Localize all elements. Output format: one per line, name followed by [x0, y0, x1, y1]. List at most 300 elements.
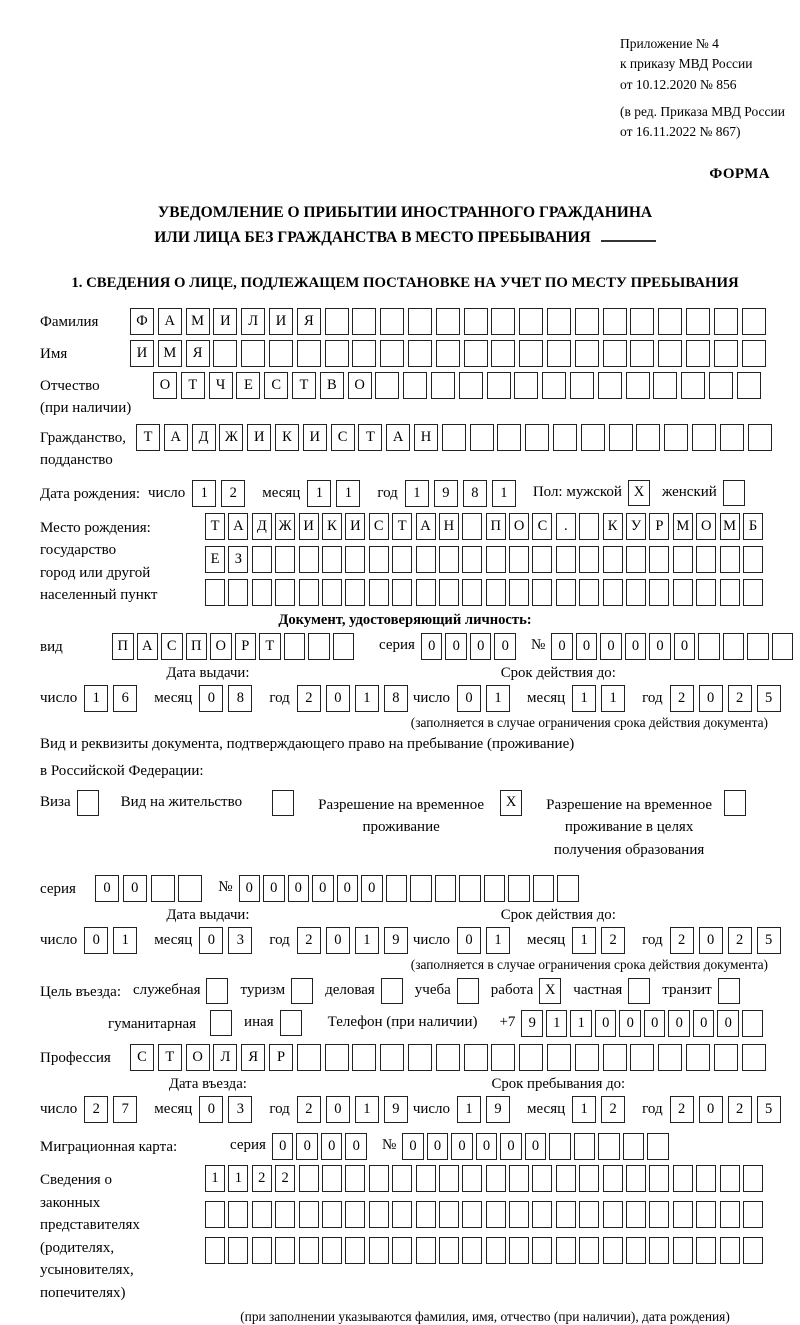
char-cell[interactable]: 8 — [384, 685, 408, 712]
char-cell[interactable] — [392, 546, 412, 573]
char-cell[interactable] — [299, 1237, 319, 1264]
char-cell[interactable] — [462, 546, 482, 573]
char-cell[interactable]: 1 — [486, 927, 510, 954]
char-cell[interactable] — [603, 1165, 623, 1192]
char-cell[interactable]: 2 — [601, 1096, 625, 1123]
char-cell[interactable]: И — [345, 513, 365, 540]
char-cell[interactable]: Т — [205, 513, 225, 540]
char-cell[interactable]: 0 — [239, 875, 261, 902]
char-cell[interactable] — [737, 372, 761, 399]
char-cell[interactable]: 0 — [699, 927, 723, 954]
char-cell[interactable] — [509, 579, 529, 606]
char-cell[interactable] — [709, 372, 733, 399]
char-cell[interactable] — [714, 308, 738, 335]
char-cell[interactable] — [205, 579, 225, 606]
char-cell[interactable] — [692, 424, 716, 451]
char-cell[interactable]: 0 — [199, 1096, 223, 1123]
char-cell[interactable] — [380, 340, 404, 367]
char-cell[interactable]: 8 — [463, 480, 487, 507]
char-cell[interactable]: З — [228, 546, 248, 573]
char-cell[interactable] — [603, 340, 627, 367]
char-cell[interactable]: П — [186, 633, 208, 660]
char-cell[interactable] — [696, 546, 716, 573]
char-cell[interactable]: М — [186, 308, 210, 335]
char-cell[interactable]: 1 — [84, 685, 108, 712]
char-cell[interactable]: Р — [269, 1044, 293, 1071]
char-cell[interactable]: 5 — [757, 1096, 781, 1123]
char-cell[interactable] — [252, 1201, 272, 1228]
char-cell[interactable] — [686, 308, 710, 335]
char-cell[interactable] — [579, 1165, 599, 1192]
char-cell[interactable]: 2 — [275, 1165, 295, 1192]
char-cell[interactable] — [533, 875, 555, 902]
char-cell[interactable] — [658, 1044, 682, 1071]
char-cell[interactable] — [252, 579, 272, 606]
char-cell[interactable] — [742, 340, 766, 367]
char-cell[interactable]: Ж — [219, 424, 243, 451]
visa-checkbox[interactable] — [77, 790, 99, 816]
char-cell[interactable]: 0 — [326, 1096, 350, 1123]
char-cell[interactable]: 1 — [405, 480, 429, 507]
char-cell[interactable]: 9 — [384, 1096, 408, 1123]
char-cell[interactable] — [626, 546, 646, 573]
char-cell[interactable] — [547, 1044, 571, 1071]
char-cell[interactable] — [525, 424, 549, 451]
char-cell[interactable]: 8 — [228, 685, 252, 712]
char-cell[interactable]: 0 — [402, 1133, 424, 1160]
char-cell[interactable]: Р — [649, 513, 669, 540]
char-cell[interactable] — [416, 1201, 436, 1228]
char-cell[interactable]: 0 — [674, 633, 696, 660]
char-cell[interactable] — [369, 1201, 389, 1228]
char-cell[interactable] — [486, 1165, 506, 1192]
char-cell[interactable] — [698, 633, 720, 660]
char-cell[interactable] — [519, 308, 543, 335]
char-cell[interactable]: 2 — [728, 1096, 752, 1123]
char-cell[interactable] — [579, 513, 599, 540]
char-cell[interactable]: Т — [158, 1044, 182, 1071]
purpose-other-checkbox[interactable] — [280, 1010, 302, 1036]
purpose-study-checkbox[interactable] — [457, 978, 479, 1004]
char-cell[interactable] — [696, 1237, 716, 1264]
char-cell[interactable] — [241, 340, 265, 367]
char-cell[interactable] — [392, 579, 412, 606]
char-cell[interactable] — [579, 1201, 599, 1228]
char-cell[interactable] — [720, 546, 740, 573]
char-cell[interactable] — [630, 1044, 654, 1071]
char-cell[interactable] — [556, 579, 576, 606]
char-cell[interactable] — [743, 1165, 763, 1192]
char-cell[interactable]: И — [247, 424, 271, 451]
temp-residence-education-checkbox[interactable] — [724, 790, 746, 816]
char-cell[interactable]: Ч — [209, 372, 233, 399]
char-cell[interactable]: Б — [743, 513, 763, 540]
char-cell[interactable] — [714, 340, 738, 367]
char-cell[interactable] — [345, 546, 365, 573]
char-cell[interactable]: О — [696, 513, 716, 540]
char-cell[interactable] — [308, 633, 330, 660]
char-cell[interactable] — [581, 424, 605, 451]
char-cell[interactable]: И — [213, 308, 237, 335]
char-cell[interactable] — [205, 1201, 225, 1228]
char-cell[interactable] — [462, 1165, 482, 1192]
char-cell[interactable] — [649, 1201, 669, 1228]
char-cell[interactable] — [649, 546, 669, 573]
char-cell[interactable]: 0 — [717, 1010, 739, 1037]
char-cell[interactable]: Т — [292, 372, 316, 399]
char-cell[interactable]: 1 — [355, 685, 379, 712]
char-cell[interactable] — [410, 875, 432, 902]
char-cell[interactable] — [742, 1010, 764, 1037]
char-cell[interactable] — [686, 340, 710, 367]
char-cell[interactable] — [345, 579, 365, 606]
char-cell[interactable] — [603, 308, 627, 335]
char-cell[interactable] — [743, 579, 763, 606]
char-cell[interactable] — [392, 1165, 412, 1192]
char-cell[interactable] — [649, 579, 669, 606]
char-cell[interactable] — [509, 1165, 529, 1192]
char-cell[interactable] — [345, 1165, 365, 1192]
char-cell[interactable] — [322, 1165, 342, 1192]
char-cell[interactable] — [720, 424, 744, 451]
char-cell[interactable] — [345, 1237, 365, 1264]
char-cell[interactable] — [598, 372, 622, 399]
char-cell[interactable] — [658, 340, 682, 367]
char-cell[interactable] — [626, 1165, 646, 1192]
char-cell[interactable] — [649, 1165, 669, 1192]
char-cell[interactable]: 7 — [113, 1096, 137, 1123]
char-cell[interactable] — [772, 633, 794, 660]
char-cell[interactable] — [686, 1044, 710, 1071]
char-cell[interactable]: 9 — [521, 1010, 543, 1037]
char-cell[interactable]: 0 — [84, 927, 108, 954]
char-cell[interactable] — [519, 1044, 543, 1071]
char-cell[interactable] — [464, 308, 488, 335]
char-cell[interactable]: 0 — [494, 633, 516, 660]
char-cell[interactable] — [462, 1237, 482, 1264]
char-cell[interactable] — [532, 1201, 552, 1228]
char-cell[interactable]: С — [130, 1044, 154, 1071]
char-cell[interactable] — [252, 546, 272, 573]
char-cell[interactable] — [603, 546, 623, 573]
char-cell[interactable] — [575, 340, 599, 367]
char-cell[interactable]: 3 — [228, 927, 252, 954]
char-cell[interactable]: 0 — [600, 633, 622, 660]
char-cell[interactable]: 0 — [595, 1010, 617, 1037]
char-cell[interactable]: 5 — [757, 927, 781, 954]
char-cell[interactable]: С — [369, 513, 389, 540]
char-cell[interactable]: 0 — [445, 633, 467, 660]
char-cell[interactable]: 2 — [601, 927, 625, 954]
char-cell[interactable]: 0 — [312, 875, 334, 902]
purpose-tourism-checkbox[interactable] — [291, 978, 313, 1004]
char-cell[interactable] — [325, 340, 349, 367]
char-cell[interactable]: 0 — [551, 633, 573, 660]
char-cell[interactable] — [325, 1044, 349, 1071]
char-cell[interactable] — [392, 1201, 412, 1228]
char-cell[interactable] — [556, 1237, 576, 1264]
char-cell[interactable] — [509, 546, 529, 573]
char-cell[interactable] — [462, 579, 482, 606]
char-cell[interactable]: А — [164, 424, 188, 451]
char-cell[interactable]: К — [275, 424, 299, 451]
char-cell[interactable] — [380, 308, 404, 335]
char-cell[interactable]: 1 — [572, 1096, 596, 1123]
char-cell[interactable]: . — [556, 513, 576, 540]
char-cell[interactable] — [603, 579, 623, 606]
char-cell[interactable] — [579, 579, 599, 606]
char-cell[interactable]: С — [264, 372, 288, 399]
char-cell[interactable]: М — [158, 340, 182, 367]
char-cell[interactable]: 0 — [296, 1133, 318, 1160]
char-cell[interactable] — [464, 340, 488, 367]
char-cell[interactable]: 5 — [757, 685, 781, 712]
char-cell[interactable]: 0 — [457, 685, 481, 712]
char-cell[interactable] — [547, 308, 571, 335]
char-cell[interactable] — [416, 546, 436, 573]
char-cell[interactable]: А — [137, 633, 159, 660]
char-cell[interactable] — [299, 579, 319, 606]
char-cell[interactable] — [681, 372, 705, 399]
char-cell[interactable]: О — [210, 633, 232, 660]
char-cell[interactable]: 2 — [728, 927, 752, 954]
char-cell[interactable] — [664, 424, 688, 451]
char-cell[interactable]: 1 — [355, 927, 379, 954]
char-cell[interactable] — [553, 424, 577, 451]
char-cell[interactable]: Т — [181, 372, 205, 399]
char-cell[interactable]: 1 — [457, 1096, 481, 1123]
char-cell[interactable]: 0 — [95, 875, 119, 902]
char-cell[interactable] — [416, 1237, 436, 1264]
char-cell[interactable] — [579, 1237, 599, 1264]
char-cell[interactable]: 1 — [205, 1165, 225, 1192]
char-cell[interactable] — [673, 546, 693, 573]
char-cell[interactable] — [431, 372, 455, 399]
char-cell[interactable]: У — [626, 513, 646, 540]
char-cell[interactable] — [626, 579, 646, 606]
char-cell[interactable]: 2 — [670, 1096, 694, 1123]
char-cell[interactable] — [626, 372, 650, 399]
char-cell[interactable] — [742, 1044, 766, 1071]
char-cell[interactable] — [416, 1165, 436, 1192]
char-cell[interactable] — [269, 340, 293, 367]
char-cell[interactable] — [647, 1133, 669, 1160]
char-cell[interactable] — [720, 1201, 740, 1228]
char-cell[interactable] — [462, 513, 482, 540]
char-cell[interactable]: Л — [241, 308, 265, 335]
char-cell[interactable]: 0 — [123, 875, 147, 902]
char-cell[interactable]: Д — [192, 424, 216, 451]
char-cell[interactable] — [459, 372, 483, 399]
char-cell[interactable] — [696, 1165, 716, 1192]
char-cell[interactable] — [630, 340, 654, 367]
char-cell[interactable] — [743, 1201, 763, 1228]
char-cell[interactable]: 1 — [492, 480, 516, 507]
char-cell[interactable]: М — [720, 513, 740, 540]
char-cell[interactable]: 0 — [199, 685, 223, 712]
char-cell[interactable] — [464, 1044, 488, 1071]
purpose-transit-checkbox[interactable] — [718, 978, 740, 1004]
char-cell[interactable] — [649, 1237, 669, 1264]
char-cell[interactable] — [626, 1201, 646, 1228]
char-cell[interactable]: Т — [358, 424, 382, 451]
char-cell[interactable]: 0 — [625, 633, 647, 660]
char-cell[interactable] — [322, 546, 342, 573]
char-cell[interactable] — [673, 1201, 693, 1228]
char-cell[interactable] — [714, 1044, 738, 1071]
residence-permit-checkbox[interactable] — [272, 790, 294, 816]
char-cell[interactable]: Ж — [275, 513, 295, 540]
char-cell[interactable]: 2 — [297, 1096, 321, 1123]
char-cell[interactable] — [696, 579, 716, 606]
char-cell[interactable]: 1 — [486, 685, 510, 712]
char-cell[interactable]: 0 — [525, 1133, 547, 1160]
char-cell[interactable] — [556, 546, 576, 573]
char-cell[interactable] — [322, 579, 342, 606]
char-cell[interactable]: Т — [136, 424, 160, 451]
char-cell[interactable]: 1 — [336, 480, 360, 507]
purpose-work-checkbox[interactable]: X — [539, 978, 561, 1004]
char-cell[interactable]: 0 — [263, 875, 285, 902]
char-cell[interactable] — [275, 1237, 295, 1264]
char-cell[interactable] — [333, 633, 355, 660]
char-cell[interactable] — [275, 1201, 295, 1228]
char-cell[interactable] — [442, 424, 466, 451]
char-cell[interactable]: 0 — [199, 927, 223, 954]
char-cell[interactable]: 2 — [297, 685, 321, 712]
char-cell[interactable] — [213, 340, 237, 367]
char-cell[interactable] — [574, 1133, 596, 1160]
char-cell[interactable] — [435, 875, 457, 902]
char-cell[interactable] — [747, 633, 769, 660]
char-cell[interactable]: 6 — [113, 685, 137, 712]
char-cell[interactable] — [557, 875, 579, 902]
char-cell[interactable]: 0 — [326, 927, 350, 954]
char-cell[interactable]: 0 — [272, 1133, 294, 1160]
char-cell[interactable]: 0 — [500, 1133, 522, 1160]
char-cell[interactable] — [297, 1044, 321, 1071]
purpose-private-checkbox[interactable] — [628, 978, 650, 1004]
char-cell[interactable]: М — [673, 513, 693, 540]
char-cell[interactable] — [509, 1201, 529, 1228]
char-cell[interactable] — [178, 875, 202, 902]
sex-male-checkbox[interactable]: X — [628, 480, 650, 506]
char-cell[interactable]: 1 — [192, 480, 216, 507]
char-cell[interactable] — [603, 1044, 627, 1071]
char-cell[interactable]: П — [112, 633, 134, 660]
char-cell[interactable] — [322, 1237, 342, 1264]
char-cell[interactable]: 1 — [113, 927, 137, 954]
char-cell[interactable] — [696, 1201, 716, 1228]
char-cell[interactable] — [299, 1165, 319, 1192]
char-cell[interactable] — [491, 340, 515, 367]
char-cell[interactable] — [673, 1237, 693, 1264]
char-cell[interactable]: 0 — [476, 1133, 498, 1160]
char-cell[interactable] — [603, 1237, 623, 1264]
char-cell[interactable]: 0 — [699, 1096, 723, 1123]
char-cell[interactable] — [723, 633, 745, 660]
char-cell[interactable] — [380, 1044, 404, 1071]
char-cell[interactable]: 1 — [307, 480, 331, 507]
char-cell[interactable]: А — [416, 513, 436, 540]
char-cell[interactable] — [743, 1237, 763, 1264]
char-cell[interactable]: В — [320, 372, 344, 399]
char-cell[interactable]: 0 — [427, 1133, 449, 1160]
char-cell[interactable] — [556, 1201, 576, 1228]
purpose-business-checkbox[interactable] — [381, 978, 403, 1004]
char-cell[interactable] — [742, 308, 766, 335]
char-cell[interactable] — [575, 308, 599, 335]
char-cell[interactable] — [508, 875, 530, 902]
char-cell[interactable] — [720, 1165, 740, 1192]
char-cell[interactable] — [408, 308, 432, 335]
char-cell[interactable] — [439, 579, 459, 606]
char-cell[interactable] — [720, 1237, 740, 1264]
char-cell[interactable] — [228, 579, 248, 606]
char-cell[interactable]: С — [331, 424, 355, 451]
char-cell[interactable] — [570, 372, 594, 399]
char-cell[interactable] — [532, 579, 552, 606]
char-cell[interactable] — [658, 308, 682, 335]
char-cell[interactable] — [743, 546, 763, 573]
char-cell[interactable]: Н — [439, 513, 459, 540]
char-cell[interactable] — [369, 1237, 389, 1264]
char-cell[interactable]: 2 — [84, 1096, 108, 1123]
char-cell[interactable] — [542, 372, 566, 399]
char-cell[interactable] — [408, 340, 432, 367]
char-cell[interactable] — [603, 1201, 623, 1228]
char-cell[interactable] — [436, 340, 460, 367]
char-cell[interactable]: И — [299, 513, 319, 540]
char-cell[interactable]: 1 — [601, 685, 625, 712]
char-cell[interactable] — [439, 546, 459, 573]
char-cell[interactable]: О — [348, 372, 372, 399]
char-cell[interactable] — [598, 1133, 620, 1160]
char-cell[interactable]: К — [322, 513, 342, 540]
char-cell[interactable]: 2 — [670, 927, 694, 954]
char-cell[interactable]: Я — [241, 1044, 265, 1071]
char-cell[interactable] — [275, 546, 295, 573]
char-cell[interactable] — [416, 579, 436, 606]
char-cell[interactable] — [151, 875, 175, 902]
char-cell[interactable]: 2 — [297, 927, 321, 954]
char-cell[interactable]: О — [186, 1044, 210, 1071]
char-cell[interactable]: 9 — [384, 927, 408, 954]
char-cell[interactable]: Ф — [130, 308, 154, 335]
char-cell[interactable]: 0 — [337, 875, 359, 902]
char-cell[interactable] — [609, 424, 633, 451]
char-cell[interactable] — [532, 1237, 552, 1264]
char-cell[interactable] — [486, 1201, 506, 1228]
char-cell[interactable] — [547, 340, 571, 367]
char-cell[interactable] — [369, 546, 389, 573]
char-cell[interactable] — [575, 1044, 599, 1071]
char-cell[interactable] — [322, 1201, 342, 1228]
char-cell[interactable]: 1 — [572, 685, 596, 712]
char-cell[interactable] — [386, 875, 408, 902]
char-cell[interactable]: 1 — [228, 1165, 248, 1192]
char-cell[interactable] — [369, 579, 389, 606]
char-cell[interactable] — [487, 372, 511, 399]
char-cell[interactable] — [403, 372, 427, 399]
char-cell[interactable] — [636, 424, 660, 451]
char-cell[interactable] — [439, 1201, 459, 1228]
char-cell[interactable] — [436, 308, 460, 335]
char-cell[interactable] — [284, 633, 306, 660]
char-cell[interactable]: О — [509, 513, 529, 540]
char-cell[interactable] — [392, 1237, 412, 1264]
char-cell[interactable] — [369, 1165, 389, 1192]
